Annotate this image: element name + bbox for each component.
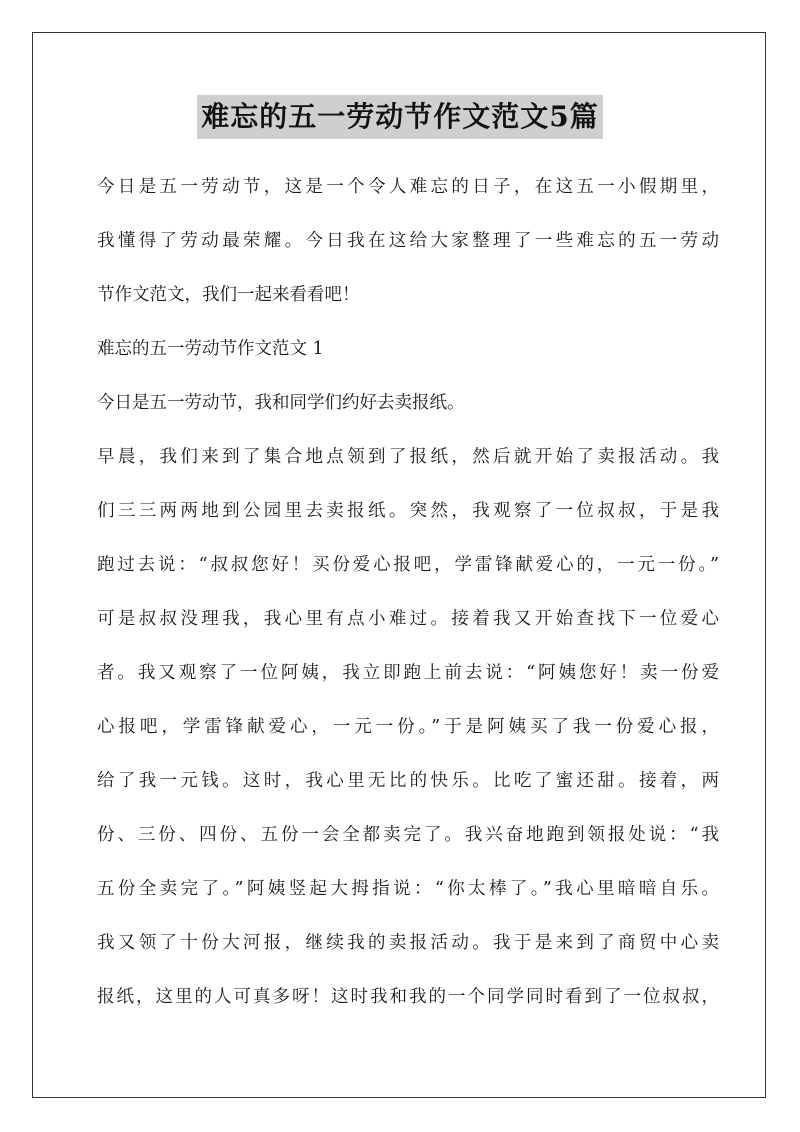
paragraph-line: 五份全卖完了。”阿姨竖起大拇指说：“你太棒了。”我心里暗暗自乐。 [97, 879, 719, 899]
paragraph-line: 者。我又观察了一位阿姨，我立即跑上前去说：“阿姨您好！卖一份爱 [97, 663, 719, 683]
title-container [0, 95, 800, 139]
paragraph-line: 们三三两两地到公园里去卖报纸。突然，我观察了一位叔叔，于是我 [97, 501, 719, 521]
paragraph-line: 份、三份、四份、五份一会全都卖完了。我兴奋地跑到领报处说：“我 [97, 825, 719, 845]
paragraph-line: 我懂得了劳动最荣耀。今日我在这给大家整理了一些难忘的五一劳动 [97, 231, 719, 251]
paragraph-line: 心报吧，学雷锋献爱心，一元一份。”于是阿姨买了我一份爱心报， [97, 717, 719, 737]
paragraph-line: 今日是五一劳动节，这是一个令人难忘的日子，在这五一小假期里， [97, 177, 719, 197]
section-heading: 难忘的五一劳动节作文范文 1 [97, 339, 324, 359]
paragraph-line: 早晨，我们来到了集合地点领到了报纸，然后就开始了卖报活动。我 [97, 447, 719, 467]
paragraph-line: 给了我一元钱。这时，我心里无比的快乐。比吃了蜜还甜。接着，两 [97, 771, 719, 791]
document-body [97, 160, 719, 1024]
paragraph-line: 节作文范文，我们一起来看看吧！ [97, 285, 360, 305]
paragraph-line: 可是叔叔没理我，我心里有点小难过。接着我又开始查找下一位爱心 [97, 609, 719, 629]
document-title: 难忘的五一劳动节作文范文5篇 [197, 95, 602, 139]
paragraph-line: 我又领了十份大河报，继续我的卖报活动。我于是来到了商贸中心卖 [97, 933, 719, 953]
paragraph-line: 报纸，这里的人可真多呀！这时我和我的一个同学同时看到了一位叔叔， [97, 987, 719, 1007]
paragraph-line: 跑过去说：“叔叔您好！买份爱心报吧，学雷锋献爱心的，一元一份。” [97, 555, 719, 575]
paragraph-line: 今日是五一劳动节，我和同学们约好去卖报纸。 [97, 393, 465, 413]
